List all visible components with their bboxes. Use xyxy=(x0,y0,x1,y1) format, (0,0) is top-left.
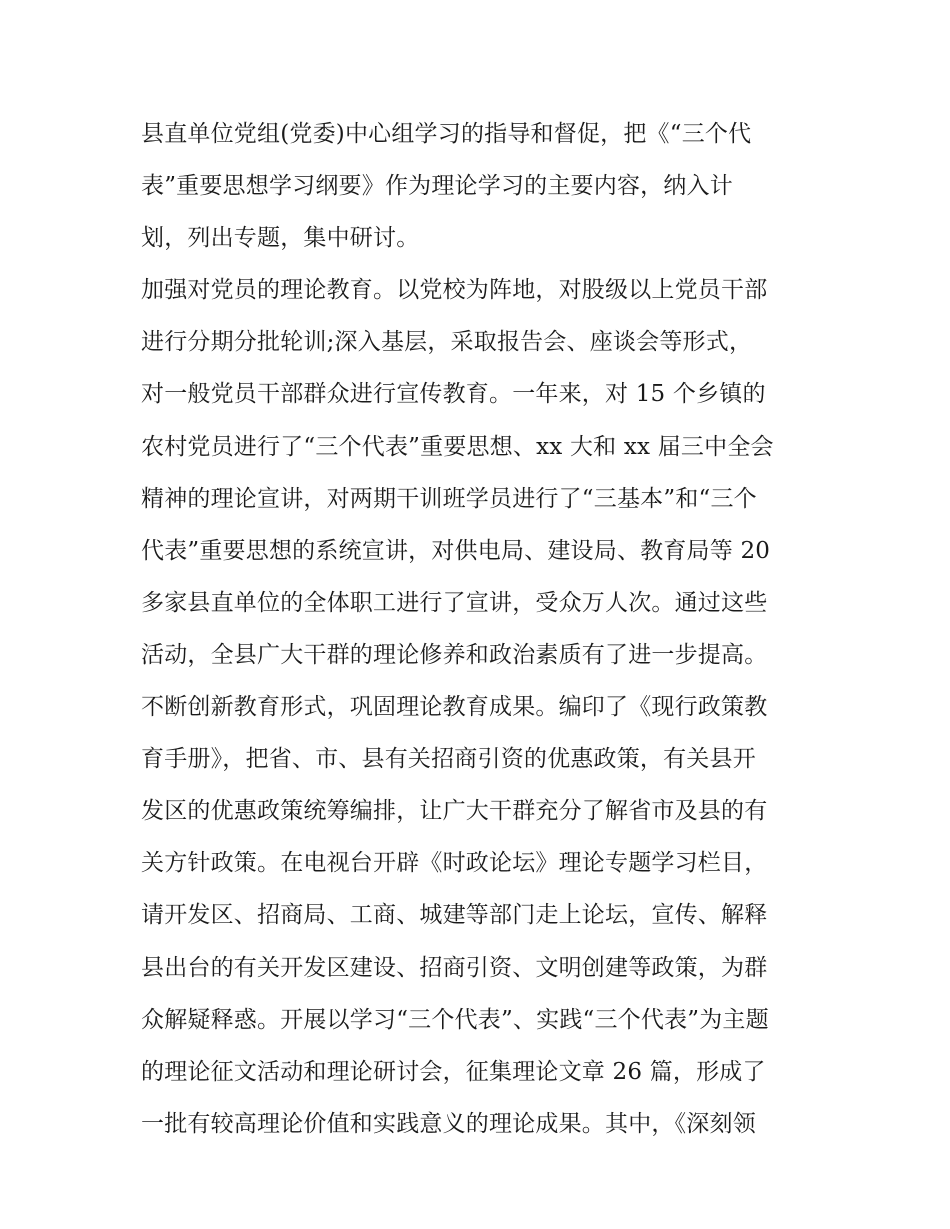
text-line: 进行分期分批轮训;深入基层，采取报告会、座谈会等形式， xyxy=(141,329,753,356)
text-line: 发区的优惠政策统筹编排，让广大干群充分了解省市及县的有 xyxy=(141,798,768,825)
text-line: 的理论征文活动和理论研讨会，征集理论文章 26 篇，形成了 xyxy=(141,1058,766,1085)
text-line: 县直单位党组(党委)中心组学习的指导和督促，把《“三个代 xyxy=(141,121,752,147)
text-line: 请开发区、招商局、工商、城建等部门走上论坛，宣传、解释 xyxy=(141,902,768,929)
text-line: 代表”重要思想的系统宣讲，对供电局、建设局、教育局等 20 xyxy=(141,537,771,564)
text-line: 精神的理论宣讲，对两期干训班学员进行了“三基本”和“三个 xyxy=(141,485,757,512)
text-line: 多家县直单位的全体职工进行了宣讲，受众万人次。通过这些 xyxy=(141,589,768,616)
text-line: 众解疑释惑。开展以学习“三个代表”、实践“三个代表”为主题 xyxy=(141,1006,769,1033)
text-line: 对一般党员干部群众进行宣传教育。一年来，对 15 个乡镇的 xyxy=(141,381,766,408)
text-line: 加强对党员的理论教育。以党校为阵地，对股级以上党员干部 xyxy=(141,277,768,304)
text-line: 育手册》，把省、市、县有关招商引资的优惠政策，有关县开 xyxy=(141,746,756,773)
text-line: 不断创新教育形式，巩固理论教育成果。编印了《现行政策教 xyxy=(141,694,768,721)
text-line: 划，列出专题，集中研讨。 xyxy=(141,225,420,252)
text-line: 农村党员进行了“三个代表”重要思想、xx 大和 xx 届三中全会 xyxy=(141,433,774,460)
text-line: 一批有较高理论价值和实践意义的理论成果。其中，《深刻领 xyxy=(141,1110,756,1137)
text-line: 县出台的有关开发区建设、招商引资、文明创建等政策，为群 xyxy=(141,954,768,981)
text-line: 表”重要思想学习纲要》作为理论学习的主要内容，纳入计 xyxy=(141,173,733,200)
text-line: 关方针政策。在电视台开辟《时政论坛》理论专题学习栏目， xyxy=(141,850,768,877)
text-line: 活动，全县广大干群的理论修养和政治素质有了进一步提高。 xyxy=(141,641,768,668)
body-text xyxy=(141,108,821,1150)
